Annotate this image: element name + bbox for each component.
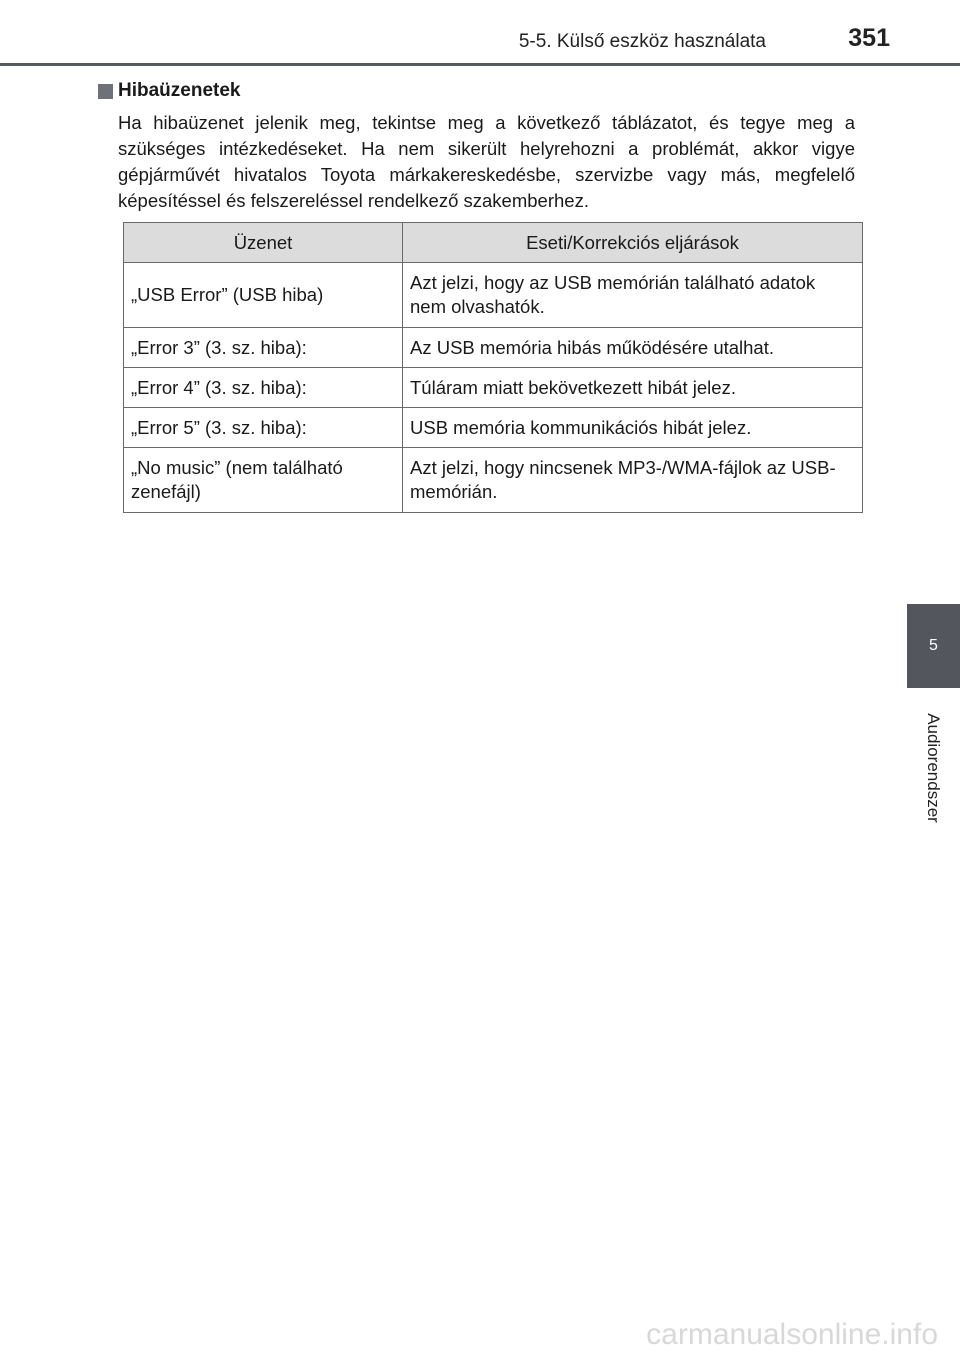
column-header-action: Eseti/Korrekciós eljárások [403,223,863,263]
message-cell: „USB Error” (USB hiba) [124,263,403,328]
table-row [124,408,863,448]
table-row [124,328,863,368]
table-header-row [124,223,863,263]
header-divider [0,63,960,66]
column-header-message: Üzenet [124,223,403,263]
error-message-table [123,222,863,513]
table-row [124,263,863,328]
message-cell: „Error 4” (3. sz. hiba): [124,368,403,408]
watermark: carmanualsonline.info [646,1318,938,1351]
page-header [0,0,960,66]
action-cell: USB memória kommunikációs hibát jelez. [403,408,863,448]
square-bullet-icon [98,84,113,99]
message-cell: „No music” (nem található zenefájl) [124,448,403,513]
table-row [124,368,863,408]
message-cell: „Error 5” (3. sz. hiba): [124,408,403,448]
action-cell: Azt jelzi, hogy az USB memórián található adatok nem olvashatók. [403,263,863,328]
intro-paragraph: Ha hibaüzenet jelenik meg, tekintse meg a következő táblázatot, és tegye meg a szükséges intézkedéseket. Ha nem sikerült helyrehozni a problémát, akkor vigye gépjárművét hivatalos Toyota márkakereskedésbe, szervizbe vagy más, megfelelő képesítéssel és felszereléssel rendelkező szakemberhez. [118,112,855,211]
chapter-label: Audiorendszer [924,713,943,823]
table-row [124,448,863,513]
action-cell: Az USB memória hibás működésére utalhat. [403,328,863,368]
chapter-number: 5 [929,637,938,654]
section-heading-text: Hibaüzenetek [118,80,241,101]
action-cell: Azt jelzi, hogy nincsenek MP3-/WMA-fájlok az USB-memórián. [403,448,863,513]
section-heading [98,80,240,102]
page-number: 351 [848,24,890,52]
message-cell: „Error 3” (3. sz. hiba): [124,328,403,368]
chapter-tab[interactable] [907,604,960,688]
action-cell: Túláram miatt bekövetkezett hibát jelez. [403,368,863,408]
section-title: 5-5. Külső eszköz használata [518,31,766,52]
